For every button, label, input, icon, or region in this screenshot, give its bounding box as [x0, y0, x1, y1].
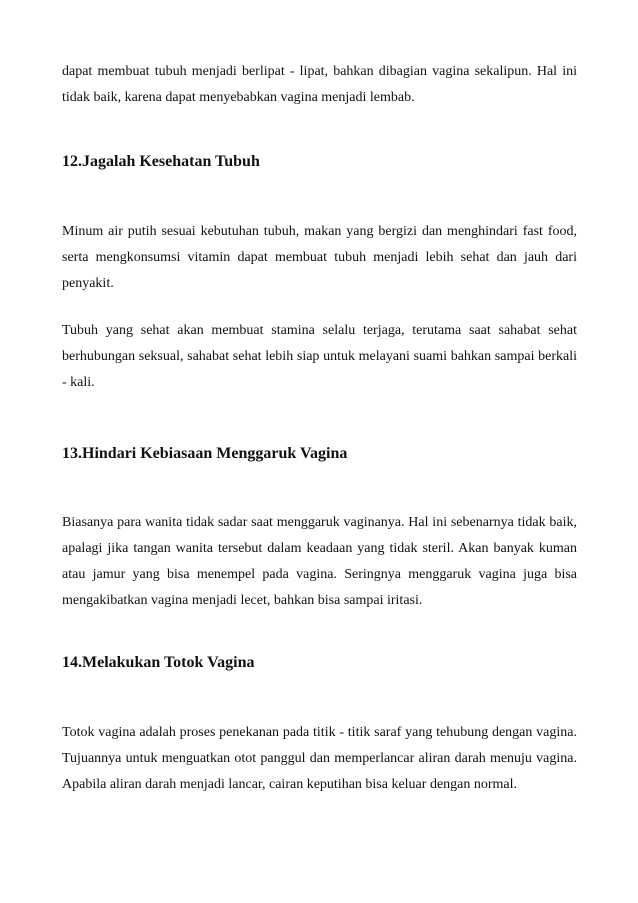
- section-heading-12: 12.Jagalah Kesehatan Tubuh: [62, 153, 260, 170]
- section-heading-13: 13.Hindari Kebiasaan Menggaruk Vagina: [62, 445, 348, 462]
- section-14-paragraph-1-block: [62, 720, 577, 798]
- section-12-paragraph-2-block: [62, 318, 577, 396]
- section-12-paragraph-1: Minum air putih sesuai kebutuhan tubuh, makan yang bergizi dan menghindari fast food, serta mengkonsumsi vitamin dapat membuat tubuh menjadi lebih sehat dan jauh dari penyakit.: [62, 224, 577, 291]
- section-13-heading-block: [62, 444, 577, 464]
- section-heading-14: 14.Melakukan Totok Vagina: [62, 654, 255, 671]
- section-12-heading-block: [62, 152, 577, 172]
- section-14-paragraph-1: Totok vagina adalah proses penekanan pada titik - titik saraf yang tehubung dengan vagina. Tujuannya untuk menguatkan otot panggul dan memperlancar aliran darah menuju vagina. Apabila aliran darah menjadi lancar, cairan keputihan bisa keluar dengan normal.: [62, 725, 577, 792]
- section-12-paragraph-1-block: [62, 219, 577, 297]
- section-13-paragraph-1-block: [62, 510, 577, 614]
- intro-paragraph: dapat membuat tubuh menjadi berlipat - lipat, bahkan dibagian vagina sekalipun. Hal ini tidak baik, karena dapat menyebabkan vagina menjadi lembab.: [62, 64, 577, 105]
- intro-block: [62, 59, 577, 111]
- section-12-paragraph-2: Tubuh yang sehat akan membuat stamina selalu terjaga, terutama saat sahabat sehat berhubungan seksual, sahabat sehat lebih siap untuk melayani suami bahkan sampai berkali - kali.: [62, 323, 577, 390]
- section-14-heading-block: [62, 653, 577, 673]
- section-13-paragraph-1: Biasanya para wanita tidak sadar saat menggaruk vaginanya. Hal ini sebenarnya tidak baik, apalagi jika tangan wanita tersebut dalam keadaan yang tidak steril. Akan banyak kuman atau jamur yang bisa menempel pada vagina. Seringnya menggaruk vagina juga bisa mengakibatkan vagina menjadi lecet, bahkan bisa sampai iritasi.: [62, 515, 577, 608]
